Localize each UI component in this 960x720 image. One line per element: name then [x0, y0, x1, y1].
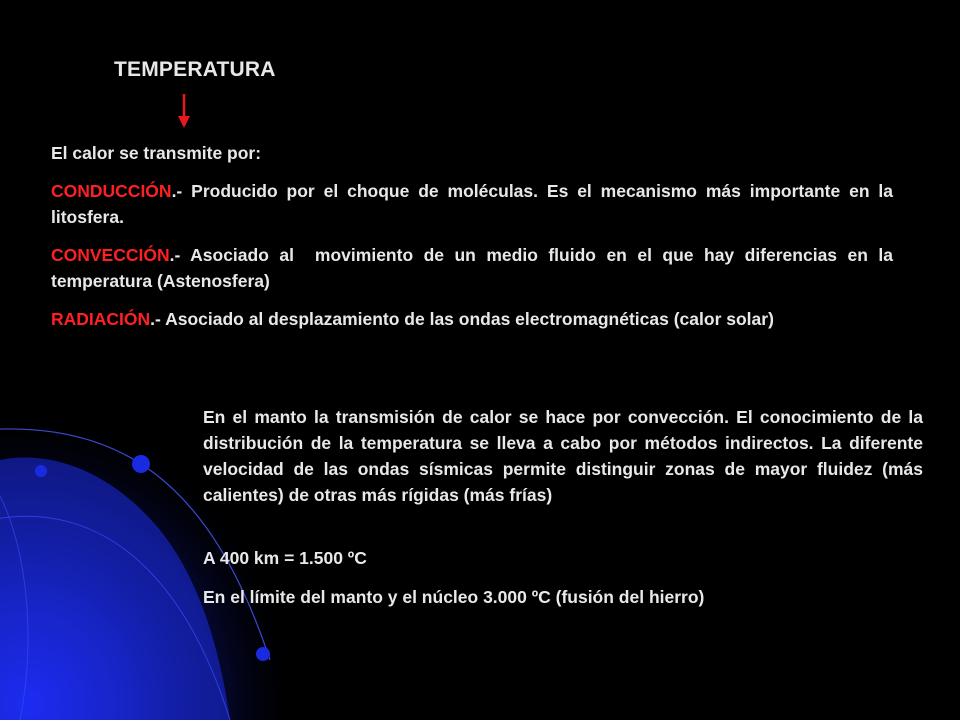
intro-text: El calor se transmite por: — [51, 143, 262, 163]
desc-radiacion: .- Asociado al desplazamiento de las ondas electromagnéticas (calor solar) — [150, 309, 774, 329]
temperature-core-mantle-boundary: En el límite del manto y el núcleo 3.000 ºC (fusión del hierro) — [203, 587, 705, 607]
mechanism-conveccion — [51, 242, 898, 294]
term-conveccion: CONVECCIÓN — [51, 245, 170, 265]
desc-conveccion: .- Asociado al movimiento de un medio fluido en el que hay diferencias en la temperatura (Astenosfera) — [51, 245, 898, 291]
term-conduccion: CONDUCCIÓN — [51, 181, 172, 201]
down-arrow-icon — [176, 94, 192, 128]
term-radiacion: RADIACIÓN — [51, 309, 151, 329]
desc-conduccion: .- Producido por el choque de moléculas. Es el mecanismo más importante en la litosfera. — [51, 181, 893, 227]
temperature-400km: A 400 km = 1.500 ºC — [203, 548, 367, 568]
mechanism-conduccion — [51, 178, 893, 230]
orbit-dot-1 — [132, 455, 150, 473]
orbit-dot-2 — [35, 465, 47, 477]
orbit-dot-3 — [256, 647, 270, 661]
slide-title: TEMPERATURA — [114, 58, 276, 81]
mantle-paragraph: En el manto la transmisión de calor se hace por convección. El conocimiento de la distribución de la temperatura se lleva a cabo por métodos indirectos. La diferente velocidad de las ondas sísmicas permite distinguir zonas de mayor fluidez (más calientes) de otras más rígidas (más frías) — [203, 407, 923, 505]
mechanism-radiacion — [51, 306, 893, 332]
